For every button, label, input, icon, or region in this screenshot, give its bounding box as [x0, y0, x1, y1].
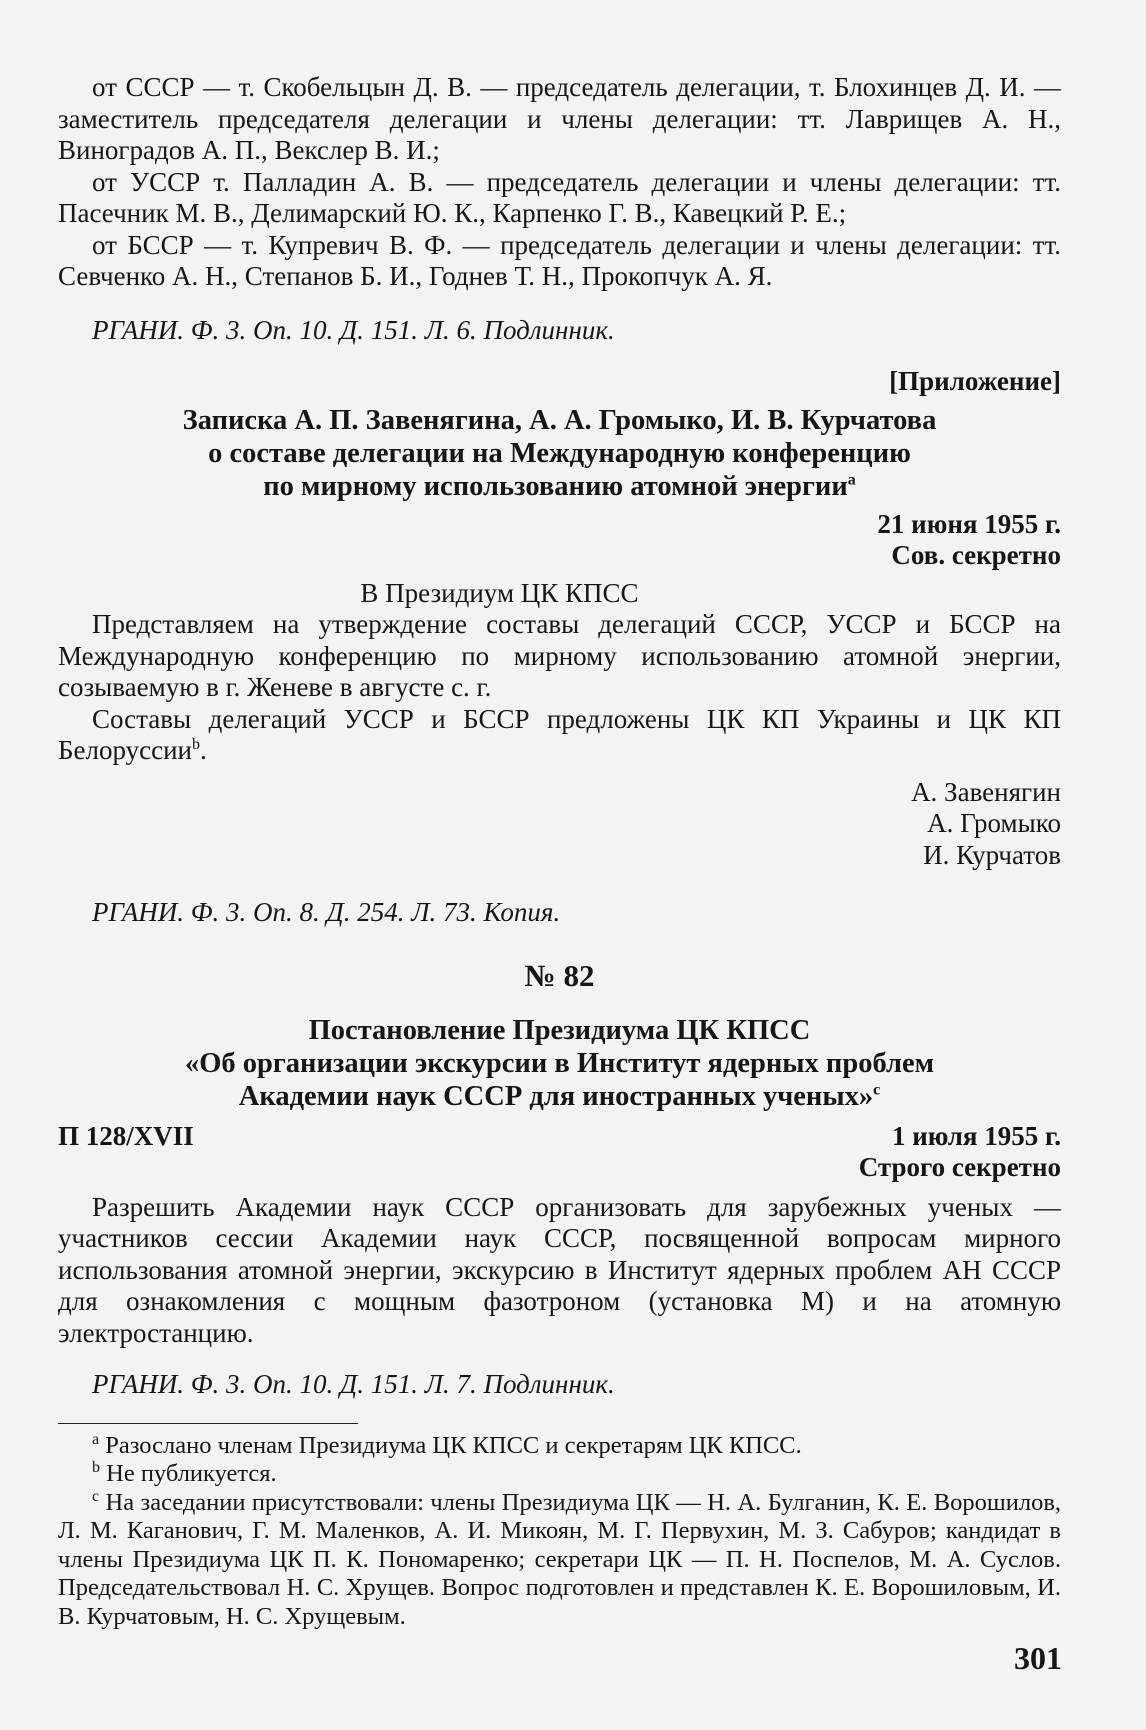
doc2-protocol-number: П 128/XVII: [58, 1120, 194, 1151]
doc2-protocol-row: [58, 1121, 1061, 1153]
footnote-mark-b: b: [191, 736, 200, 753]
doc2-paragraph: Разрешить Академии наук СССР организовать для зарубежных ученых — участников сессии Академии наук СССР, посвященной вопросам мирного использования атомной энергии, экскурсию в Институт ядерных проблем АН СССР для ознакомления с мощным фазотроном (установка М) и на атомную электростанцию.: [58, 1191, 1061, 1348]
archive-source-1: РГАНИ. Ф. 3. Оп. 10. Д. 151. Л. 6. Подлинник.: [92, 314, 615, 345]
doc2-classification: Строго секретно: [858, 1152, 1061, 1182]
doc2-title-line1: Постановление Президиума ЦК КПСС: [308, 1014, 811, 1046]
delegation-ukrssr: от УССР т. Палладин А. В. — председатель делегации и члены делегации: тт. Пасечник М. В., Делимарский Ю. К., Карпенко Г. В., Кавецкий Р. Е.;: [58, 166, 1061, 228]
doc1-paragraph-2: Составы делегаций УССР и БССР предложены ЦК КП Украины и ЦК КП Белоруссии$^b$.: [58, 703, 1061, 765]
signature-kurchatov: И. Курчатов: [923, 839, 1061, 870]
doc2-title-line2: «Об организации экскурсии в Институт ядерных проблем: [184, 1047, 935, 1079]
document-page: [58, 72, 1061, 1631]
delegation-ussr-union: от СССР — т. Скобельцын Д. В. — председатель делегации, т. Блохинцев Д. И. — заместитель председателя делегации и члены делегации: тт. Лаврищев А. Н., Виноградов А. П., Векслер В. И.;: [58, 72, 1061, 165]
page-number: 301: [1014, 1640, 1062, 1676]
doc1-classification: Сов. секретно: [891, 540, 1061, 570]
archive-source-2: РГАНИ. Ф. 3. Оп. 8. Д. 254. Л. 73. Копия.: [92, 897, 561, 927]
delegation-byelorussian: от БССР — т. Купревич В. Ф. — председатель делегации и члены делегации: тт. Севченко А. Н., Степанов Б. И., Годнев Т. Н., Прокопчук А. Я.: [58, 229, 1061, 291]
doc1-addressee: В Президиум ЦК КПСС: [360, 577, 639, 608]
footnote-mark-a: a: [847, 471, 856, 488]
doc2-number: № 82: [524, 957, 595, 993]
signature-gromyko: А. Громыко: [927, 808, 1061, 838]
footnote-mark-c: c: [873, 1081, 881, 1098]
footnote-c: $^c$ На заседании присутствовали: члены Президиума ЦК — Н. А. Булганин, К. Е. Ворошилов, Л. М. Каганович, Г. М. Маленков, А. И. Микоян, М. Г. Первухин, М. З. Сабуров; кандидат в члены Президиума ЦК П. К. Пономаренко; секретари ЦК — П. Н. Поспелов, М. А. Суслов. Председательствовал Н. С. Хрущев. Вопрос подготовлен и представлен К. Е. Ворошиловым, И. В. Курчатовым, Н. С. Хрущевым.: [58, 1487, 1062, 1630]
doc2-title-line3: Академии наук СССР для иностранных ученых»$^c$: [238, 1080, 881, 1112]
doc1-title-line1: Записка А. П. Завенягина, А. А. Громыко, И. В. Курчатова: [182, 404, 937, 436]
footnote-b: $^b$ Не публикуется.: [92, 1458, 277, 1487]
signature-zavenyagin: А. Завенягин: [911, 776, 1061, 807]
footnote-a: $^a$ Разослано членам Президиума ЦК КПСС и секретарям ЦК КПСС.: [92, 1430, 802, 1459]
footnote-divider: [58, 1423, 358, 1424]
doc1-signatures: [58, 777, 1061, 872]
doc2-date: 1 июля 1955 г.: [892, 1120, 1061, 1151]
appendix-label: [Приложение]: [889, 366, 1061, 396]
doc1-date: 21 июня 1955 г.: [877, 508, 1061, 539]
doc1-paragraph-1: Представляем на утверждение составы делегаций СССР, УССР и БССР на Международную конференцию по мирному использованию атомной энергии, созываемую в г. Женеве в августе с. г.: [58, 609, 1061, 702]
archive-source-3: РГАНИ. Ф. 3. Оп. 10. Д. 151. Л. 7. Подлинник.: [92, 1369, 615, 1399]
doc1-title-line3: по мирному использованию атомной энергии$^a$: [263, 470, 856, 502]
doc1-title-line2: о составе делегации на Международную конференцию: [208, 437, 911, 469]
